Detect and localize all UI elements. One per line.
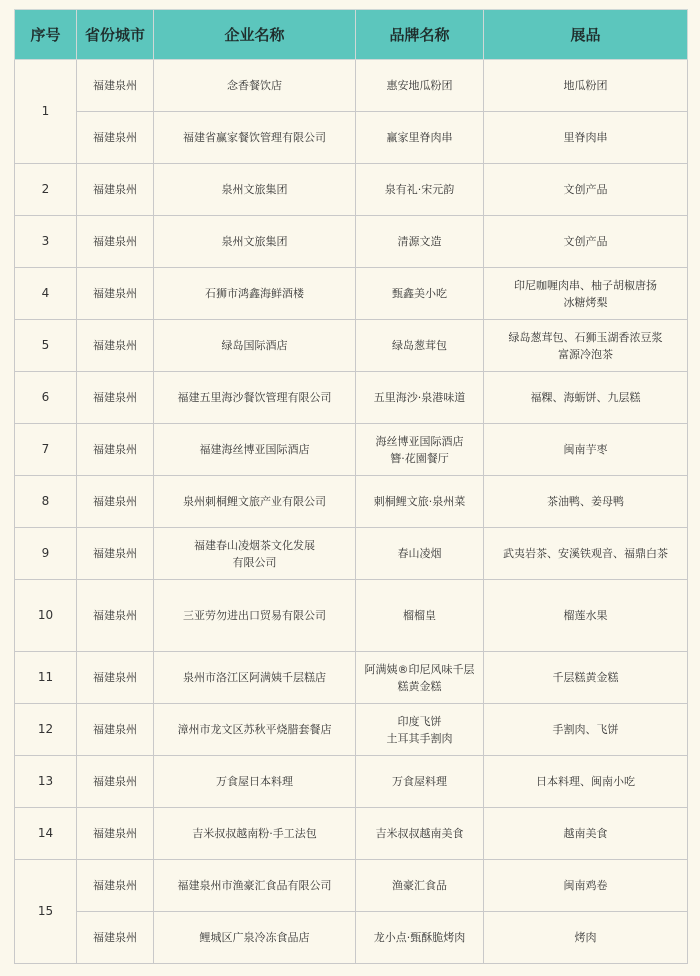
cell-seq: 12	[15, 704, 77, 756]
cell-company: 鲤城区广泉冷冻食品店	[154, 912, 356, 964]
table-row	[15, 216, 688, 268]
cell-company: 福建泉州市渔豪汇食品有限公司	[154, 860, 356, 912]
cell-city: 福建泉州	[77, 424, 154, 476]
cell-seq: 7	[15, 424, 77, 476]
table-header-row	[15, 10, 688, 60]
cell-company: 石狮市鸿鑫海鲜酒楼	[154, 268, 356, 320]
cell-seq: 1	[15, 60, 77, 164]
cell-product: 武夷岩茶、安溪铁观音、福鼎白茶	[484, 528, 688, 580]
cell-brand: 万食屋料理	[356, 756, 484, 808]
cell-company: 三亚劳勿进出口贸易有限公司	[154, 580, 356, 652]
cell-seq: 3	[15, 216, 77, 268]
cell-product: 地瓜粉团	[484, 60, 688, 112]
cell-brand: 春山凌烟	[356, 528, 484, 580]
cell-company: 泉州刺桐鲤文旅产业有限公司	[154, 476, 356, 528]
cell-seq: 14	[15, 808, 77, 860]
cell-product: 千层糕黄金糕	[484, 652, 688, 704]
cell-seq: 8	[15, 476, 77, 528]
table-row	[15, 652, 688, 704]
cell-company: 福建五里海沙餐饮管理有限公司	[154, 372, 356, 424]
table-body	[15, 60, 688, 964]
cell-company: 念香餐饮店	[154, 60, 356, 112]
cell-product: 越南美食	[484, 808, 688, 860]
cell-seq: 2	[15, 164, 77, 216]
cell-company: 泉州文旅集团	[154, 216, 356, 268]
table-row	[15, 860, 688, 912]
cell-city: 福建泉州	[77, 372, 154, 424]
cell-product: 榴莲水果	[484, 580, 688, 652]
cell-seq: 4	[15, 268, 77, 320]
cell-product: 文创产品	[484, 164, 688, 216]
cell-product: 福粿、海蛎饼、九层糕	[484, 372, 688, 424]
cell-city: 福建泉州	[77, 164, 154, 216]
cell-product: 手割肉、飞饼	[484, 704, 688, 756]
cell-city: 福建泉州	[77, 912, 154, 964]
cell-city: 福建泉州	[77, 112, 154, 164]
cell-city: 福建泉州	[77, 652, 154, 704]
table-row	[15, 424, 688, 476]
cell-city: 福建泉州	[77, 268, 154, 320]
header-company: 企业名称	[154, 10, 356, 60]
cell-city: 福建泉州	[77, 60, 154, 112]
header-seq: 序号	[15, 10, 77, 60]
cell-seq: 5	[15, 320, 77, 372]
cell-brand: 清源文造	[356, 216, 484, 268]
cell-company: 泉州文旅集团	[154, 164, 356, 216]
cell-company: 万食屋日本料理	[154, 756, 356, 808]
cell-product: 茶油鸭、姜母鸭	[484, 476, 688, 528]
table-row	[15, 112, 688, 164]
cell-city: 福建泉州	[77, 580, 154, 652]
cell-product: 烤肉	[484, 912, 688, 964]
cell-company: 吉米叔叔越南粉·手工法包	[154, 808, 356, 860]
header-city: 省份城市	[77, 10, 154, 60]
cell-brand: 刺桐鲤文旅·泉州菜	[356, 476, 484, 528]
cell-product: 里脊肉串	[484, 112, 688, 164]
header-brand: 品牌名称	[356, 10, 484, 60]
cell-city: 福建泉州	[77, 476, 154, 528]
cell-brand: 渔豪汇食品	[356, 860, 484, 912]
cell-seq: 15	[15, 860, 77, 964]
cell-seq: 13	[15, 756, 77, 808]
cell-brand: 泉有礼·宋元韵	[356, 164, 484, 216]
cell-brand: 印度飞饼 土耳其手割肉	[356, 704, 484, 756]
table-row	[15, 756, 688, 808]
cell-brand: 赢家里脊肉串	[356, 112, 484, 164]
cell-company: 泉州市洛江区阿满姨千层糕店	[154, 652, 356, 704]
cell-product: 闽南鸡卷	[484, 860, 688, 912]
cell-city: 福建泉州	[77, 216, 154, 268]
cell-brand: 惠安地瓜粉团	[356, 60, 484, 112]
cell-city: 福建泉州	[77, 704, 154, 756]
cell-company: 漳州市龙文区苏秋平烧腊套餐店	[154, 704, 356, 756]
table-row	[15, 580, 688, 652]
cell-city: 福建泉州	[77, 320, 154, 372]
cell-seq: 11	[15, 652, 77, 704]
cell-company: 绿岛国际酒店	[154, 320, 356, 372]
table-row	[15, 476, 688, 528]
header-product: 展品	[484, 10, 688, 60]
cell-company: 福建海丝博亚国际酒店	[154, 424, 356, 476]
cell-company: 福建春山凌烟茶文化发展 有限公司	[154, 528, 356, 580]
cell-brand: 五里海沙·泉港味道	[356, 372, 484, 424]
cell-city: 福建泉州	[77, 808, 154, 860]
cell-city: 福建泉州	[77, 860, 154, 912]
cell-city: 福建泉州	[77, 528, 154, 580]
table-row	[15, 808, 688, 860]
cell-product: 日本料理、闽南小吃	[484, 756, 688, 808]
table-row	[15, 704, 688, 756]
cell-brand: 阿满姨®印尼风味千层 糕黄金糕	[356, 652, 484, 704]
table-row	[15, 912, 688, 964]
table-row	[15, 60, 688, 112]
cell-product: 闽南芋枣	[484, 424, 688, 476]
cell-brand: 甄鑫美小吃	[356, 268, 484, 320]
cell-seq: 6	[15, 372, 77, 424]
cell-product: 绿岛葱茸包、石狮玉湖香浓豆浆 富源冷泡茶	[484, 320, 688, 372]
table-row	[15, 320, 688, 372]
table-row	[15, 268, 688, 320]
cell-product: 文创产品	[484, 216, 688, 268]
cell-city: 福建泉州	[77, 756, 154, 808]
cell-seq: 10	[15, 580, 77, 652]
cell-brand: 绿岛葱茸包	[356, 320, 484, 372]
cell-company: 福建省赢家餐饮管理有限公司	[154, 112, 356, 164]
cell-brand: 榴榴皇	[356, 580, 484, 652]
cell-brand: 龙小点·甄酥脆烤肉	[356, 912, 484, 964]
table-row	[15, 528, 688, 580]
cell-product: 印尼咖喱肉串、柚子胡椒唐扬 冰糖烤梨	[484, 268, 688, 320]
cell-brand: 吉米叔叔越南美食	[356, 808, 484, 860]
cell-seq: 9	[15, 528, 77, 580]
table-row	[15, 164, 688, 216]
exhibitor-table	[14, 9, 688, 964]
cell-brand: 海丝博亚国际酒店 簪·花園餐厅	[356, 424, 484, 476]
table-row	[15, 372, 688, 424]
